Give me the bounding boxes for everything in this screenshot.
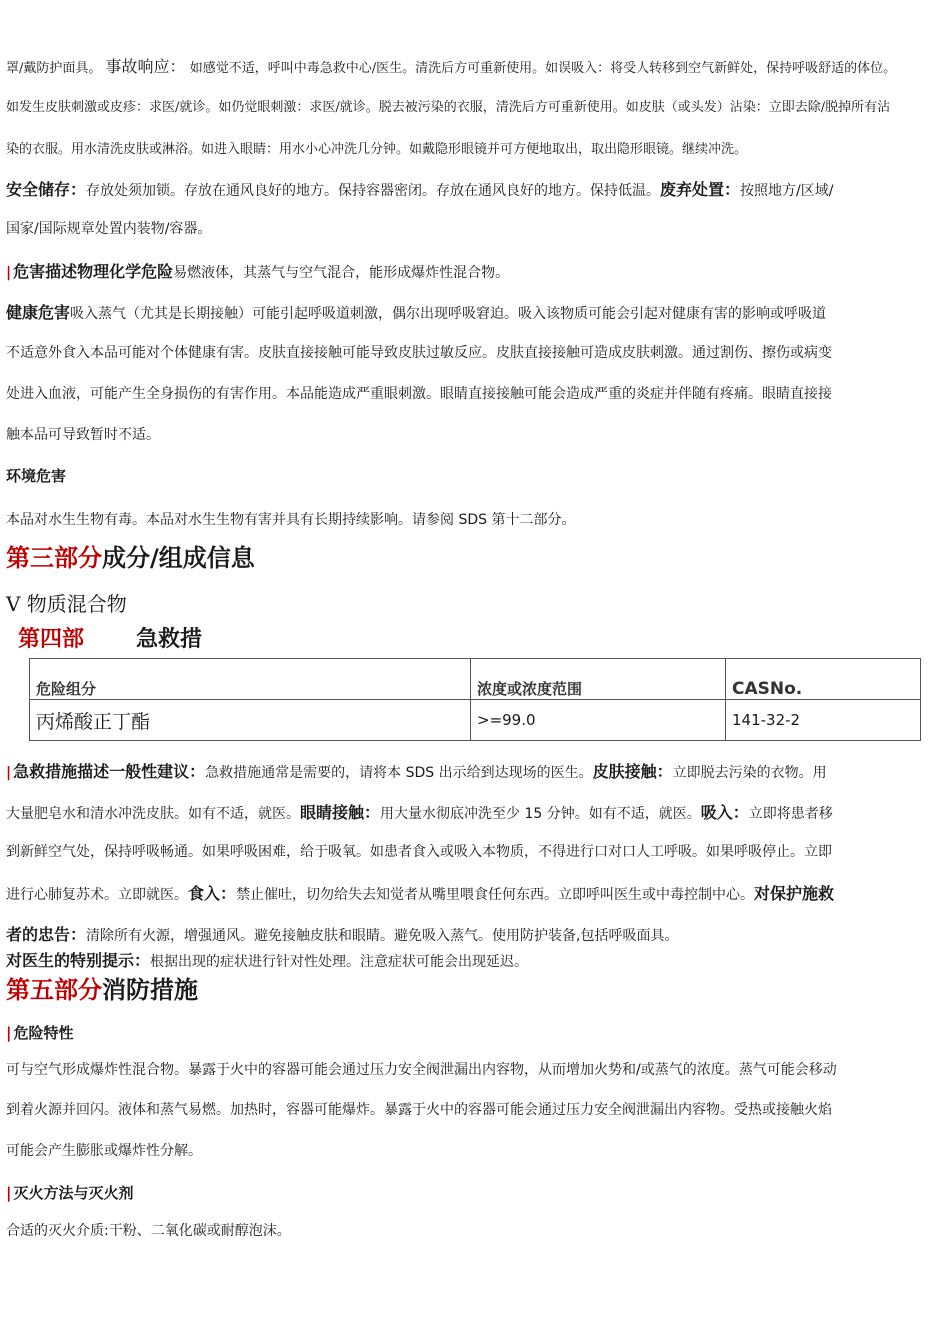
health-hazard-text: 吸入蒸气（尤其是长期接触）可能引起呼吸道刺激，偶尔出现呼吸窘迫。吸入该物质可能会引起对健康有害的影响或呼吸道 — [70, 306, 827, 322]
skin-contact-label: 皮肤接触： — [592, 762, 673, 781]
hazard-description-line — [6, 259, 944, 282]
health-hazard-line-4: 触本品可导致暂时不适。 — [6, 427, 160, 443]
section-number: 第五部分 — [6, 976, 102, 1004]
text-fragment: 进行心肺复苏术。立即就医。 — [6, 887, 188, 903]
section-number: 第三部分 — [6, 544, 102, 572]
disposal-line-2: 国家/国际规章处置内装物/容器。 — [6, 221, 212, 237]
section-5-heading — [6, 970, 944, 1005]
header-cell-component: 危险组分 — [30, 659, 471, 700]
text-fragment: 急救措施通常是需要的，请将本 SDS 出示给到达现场的医生。 — [205, 765, 593, 781]
first-aid-general-label: 急救措施描述一般性建议： — [13, 762, 206, 781]
header-cell-concentration: 浓度或浓度范围 — [471, 659, 726, 700]
extinguishing-text: 合适的灭火介质:干粉、二氧化碳或耐醇泡沫。 — [6, 1223, 291, 1239]
health-hazard-line-1 — [6, 300, 944, 323]
section-title: 消防措施 — [102, 976, 198, 1004]
cell-component: 丙烯酸正丁酯 — [30, 700, 471, 741]
section-3-heading — [6, 538, 944, 573]
text-fragment: 禁止催吐，切勿给失去知觉者从嘴里喂食任何东西。立即呼叫医生或中毒控制中心。 — [236, 887, 755, 903]
fire-hazard-heading — [6, 1022, 944, 1043]
fire-hazard-line-1: 可与空气形成爆炸性混合物。暴露于火中的容器可能会通过压力安全阀泄漏出内容物，从而增加火势和/或蒸气的浓度。蒸气可能会移动 — [6, 1062, 837, 1078]
inhalation-label: 吸入： — [700, 803, 749, 822]
health-hazard-line-3: 处进入血液，可能产生全身损伤的有害作用。本品能造成严重眼刺激。眼睛直接接触可能会造成严重的炎症并伴随有疼痛。眼睛直接接 — [6, 386, 832, 402]
extinguishing-label: 灭火方法与灭火剂 — [13, 1184, 134, 1202]
composition-table — [29, 658, 921, 741]
ingestion-label: 食入： — [188, 884, 237, 903]
first-aid-line-3: 到新鲜空气处，保持呼吸畅通。如果呼吸困难，给于吸氧。如患者食入或吸入本物质，不得进行口对口人工呼吸。如果呼吸停止。立即 — [6, 844, 832, 860]
hazard-description-text: 易燃液体，其蒸气与空气混合，能形成爆炸性混合物。 — [173, 265, 510, 281]
text-fragment: 罩/戴防护面具。 — [6, 61, 102, 76]
fire-hazard-line-2: 到着火源并回闪。液体和蒸气易燃。加热时，容器可能爆炸。暴露于火中的容器可能会通过压力安全阀泄漏出内容物。受热或接触火焰 — [6, 1102, 832, 1118]
disposal-label: 废弃处置： — [660, 180, 741, 199]
environment-hazard-heading: 环境危害 — [6, 467, 67, 485]
hazard-description-label: 危害描述物理化学危险 — [13, 262, 174, 281]
environment-hazard-text: 本品对水生生物有毒。本品对水生生物有害并具有长期持续影响。请参阅 SDS 第十二部分。 — [6, 512, 576, 528]
section-marker: | — [6, 265, 12, 281]
table-row — [30, 700, 921, 741]
response-line-1 — [6, 54, 944, 77]
section-4-heading — [18, 622, 202, 650]
cell-concentration: >=99.0 — [471, 700, 726, 741]
section-marker: | — [6, 1024, 12, 1042]
storage-label: 安全储存： — [6, 180, 87, 199]
storage-line — [6, 177, 944, 200]
fire-hazard-label: 危险特性 — [13, 1024, 74, 1042]
text-fragment: 立即脱去污染的衣物。用 — [672, 765, 827, 781]
storage-text: 存放处须加锁。存放在通风良好的地方。保持容器密闭。存放在通风良好的地方。保持低温。 — [86, 183, 661, 199]
text-fragment: 根据出现的症状进行针对性处理。注意症状可能会出现延迟。 — [150, 954, 529, 970]
section-marker: | — [6, 765, 12, 781]
accident-response-heading: 事故响应： — [105, 57, 186, 76]
first-aid-line-2 — [6, 800, 944, 823]
section-title: 成分/组成信息 — [102, 544, 255, 572]
section-marker: | — [6, 1184, 12, 1202]
health-hazard-label: 健康危害 — [6, 303, 71, 322]
text-fragment: 用大量水彻底冲洗至少 15 分钟。如有不适，就医。 — [380, 806, 701, 822]
rescuer-advice-label: 对保护施救 — [754, 884, 835, 903]
doctor-note-label: 对医生的特别提示： — [6, 951, 151, 970]
first-aid-line-1 — [6, 759, 944, 782]
cell-cas: 141-32-2 — [726, 700, 921, 741]
section-title: 急救措 — [136, 627, 203, 650]
first-aid-line-5 — [6, 922, 944, 945]
substance-mixture-line: V 物质混合物 — [6, 592, 127, 616]
text-fragment: 清除所有火源，增强通风。避免接触皮肤和眼睛。避免吸入蒸气。使用防护装备,包括呼吸面具。 — [86, 928, 679, 944]
doctor-note-line — [6, 948, 944, 971]
header-cell-cas: CASNo. — [726, 659, 921, 700]
text-fragment: 大量肥皂水和清水冲洗皮肤。如有不适，就医。 — [6, 806, 300, 822]
extinguishing-heading — [6, 1182, 944, 1203]
rescuer-advice-label-cont: 者的忠告： — [6, 925, 87, 944]
response-line-2: 如发生皮肤刺激或皮疹：求医/就诊。如仍觉眼刺激：求医/就诊。脱去被污染的衣服，清洗后方可重新使用。如皮肤（或头发）沾染：立即去除/脱掉所有沾 — [6, 100, 891, 115]
text-fragment: 立即将患者移 — [748, 806, 833, 822]
table-header-row — [30, 659, 921, 700]
response-line-3: 染的衣服。用水清洗皮肤或淋浴。如进入眼睛：用水小心冲洗几分钟。如戴隐形眼镜并可方便地取出，取出隐形眼镜。继续冲洗。 — [6, 142, 748, 157]
health-hazard-line-2: 不适意外食入本品可能对个体健康有害。皮肤直接接触可能导致皮肤过敏反应。皮肤直接接触可造成皮肤刺激。通过割伤、擦伤或病变 — [6, 345, 832, 361]
fire-hazard-line-3: 可能会产生膨胀或爆炸性分解。 — [6, 1143, 202, 1159]
disposal-text: 按照地方/区域/ — [740, 183, 834, 199]
section-number: 第四部 — [18, 627, 85, 650]
eye-contact-label: 眼睛接触： — [300, 803, 381, 822]
text-fragment: 如感觉不适，呼叫中毒急救中心/医生。清洗后方可重新使用。如误吸入：将受人转移到空气新鲜处，保持呼吸舒适的体位。 — [189, 61, 897, 76]
first-aid-line-4 — [6, 881, 944, 904]
